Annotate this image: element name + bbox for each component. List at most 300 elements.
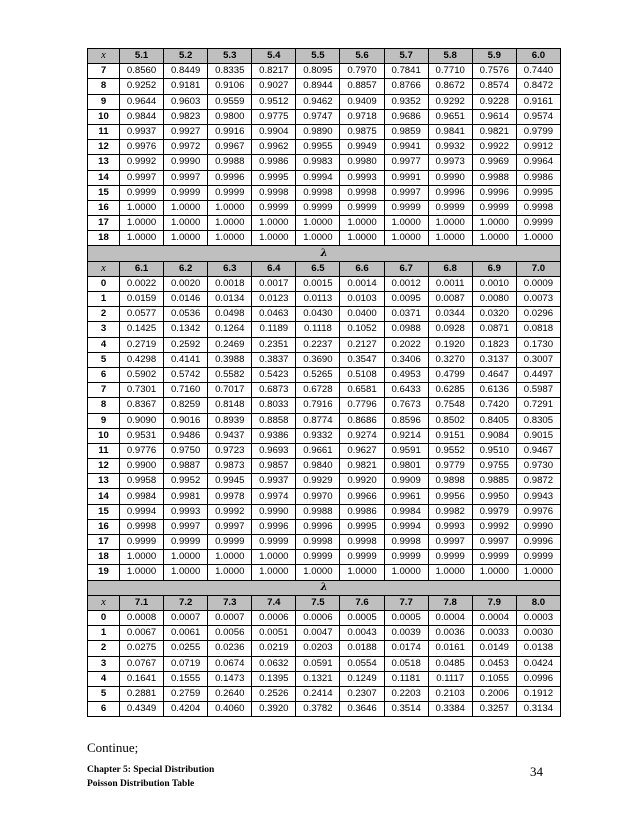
probability-cell: 0.9999 <box>472 550 516 565</box>
probability-cell: 0.5902 <box>120 367 164 382</box>
probability-cell: 0.1264 <box>208 322 252 337</box>
page-number: 34 <box>530 764 543 779</box>
lambda-header-cell: 6.7 <box>384 261 428 276</box>
probability-cell: 0.0017 <box>252 276 296 291</box>
probability-cell: 0.9929 <box>296 474 340 489</box>
x-value-cell: 9 <box>88 413 120 428</box>
probability-cell: 0.9998 <box>252 185 296 200</box>
probability-cell: 0.0006 <box>252 610 296 625</box>
probability-cell: 0.9916 <box>208 124 252 139</box>
probability-cell: 0.0818 <box>516 322 560 337</box>
probability-cell: 0.0051 <box>252 626 296 641</box>
probability-cell: 1.0000 <box>252 216 296 231</box>
probability-cell: 0.8574 <box>472 79 516 94</box>
probability-cell: 0.4799 <box>428 367 472 382</box>
probability-cell: 0.9912 <box>516 140 560 155</box>
probability-cell: 0.8148 <box>208 398 252 413</box>
table-row <box>88 140 561 155</box>
probability-cell: 0.9988 <box>296 504 340 519</box>
probability-cell: 1.0000 <box>120 216 164 231</box>
x-value-cell: 7 <box>88 383 120 398</box>
probability-cell: 0.0043 <box>340 626 384 641</box>
probability-cell: 0.9252 <box>120 79 164 94</box>
x-value-cell: 15 <box>88 504 120 519</box>
probability-cell: 0.0518 <box>384 656 428 671</box>
x-value-cell: 16 <box>88 200 120 215</box>
probability-cell: 0.9980 <box>340 155 384 170</box>
probability-cell: 0.4497 <box>516 367 560 382</box>
probability-cell: 0.9686 <box>384 109 428 124</box>
x-value-cell: 15 <box>88 185 120 200</box>
probability-cell: 0.9994 <box>384 519 428 534</box>
probability-cell: 1.0000 <box>208 216 252 231</box>
probability-cell: 0.2127 <box>340 337 384 352</box>
probability-cell: 0.9996 <box>296 519 340 534</box>
probability-cell: 0.9747 <box>296 109 340 124</box>
x-value-cell: 19 <box>88 565 120 580</box>
probability-cell: 0.4141 <box>164 352 208 367</box>
probability-cell: 0.7420 <box>472 398 516 413</box>
x-value-cell: 5 <box>88 352 120 367</box>
probability-cell: 0.7160 <box>164 383 208 398</box>
probability-cell: 0.0006 <box>296 610 340 625</box>
x-value-cell: 18 <box>88 550 120 565</box>
probability-cell: 0.2237 <box>296 337 340 352</box>
probability-cell: 0.9956 <box>428 489 472 504</box>
probability-cell: 0.1920 <box>428 337 472 352</box>
probability-cell: 0.9984 <box>120 489 164 504</box>
probability-cell: 0.1823 <box>472 337 516 352</box>
x-value-cell: 12 <box>88 459 120 474</box>
probability-cell: 1.0000 <box>208 200 252 215</box>
probability-cell: 0.6285 <box>428 383 472 398</box>
probability-cell: 1.0000 <box>340 216 384 231</box>
probability-cell: 1.0000 <box>164 200 208 215</box>
table-row <box>88 626 561 641</box>
table-row <box>88 428 561 443</box>
lambda-header-cell: 5.4 <box>252 49 296 64</box>
probability-cell: 1.0000 <box>252 565 296 580</box>
probability-cell: 0.0014 <box>340 276 384 291</box>
probability-cell: 1.0000 <box>120 565 164 580</box>
probability-cell: 0.9993 <box>164 504 208 519</box>
probability-cell: 0.9997 <box>208 519 252 534</box>
lambda-header-cell: 7.4 <box>252 595 296 610</box>
probability-cell: 0.9999 <box>120 535 164 550</box>
probability-cell: 0.7017 <box>208 383 252 398</box>
probability-cell: 0.9969 <box>472 155 516 170</box>
probability-cell: 0.0400 <box>340 307 384 322</box>
table-row <box>88 337 561 352</box>
probability-cell: 0.9890 <box>296 124 340 139</box>
table-row <box>88 565 561 580</box>
probability-cell: 0.9776 <box>120 443 164 458</box>
probability-cell: 0.1730 <box>516 337 560 352</box>
lambda-header-cell: 5.5 <box>296 49 340 64</box>
probability-cell: 0.0134 <box>208 292 252 307</box>
probability-cell: 0.8033 <box>252 398 296 413</box>
x-value-cell: 0 <box>88 610 120 625</box>
probability-cell: 1.0000 <box>516 565 560 580</box>
probability-cell: 0.9996 <box>252 519 296 534</box>
probability-cell: 0.9950 <box>472 489 516 504</box>
probability-cell: 0.0371 <box>384 307 428 322</box>
probability-cell: 0.3988 <box>208 352 252 367</box>
probability-cell: 0.9998 <box>120 519 164 534</box>
probability-cell: 0.9943 <box>516 489 560 504</box>
table-body <box>88 49 561 717</box>
lambda-header-cell: 7.6 <box>340 595 384 610</box>
x-value-cell: 2 <box>88 307 120 322</box>
table-row <box>88 200 561 215</box>
probability-cell: 0.9994 <box>120 504 164 519</box>
probability-cell: 0.8217 <box>252 64 296 79</box>
probability-cell: 0.8686 <box>340 413 384 428</box>
probability-cell: 0.9997 <box>164 519 208 534</box>
probability-cell: 0.9292 <box>428 94 472 109</box>
probability-cell: 0.0020 <box>164 276 208 291</box>
probability-cell: 0.3270 <box>428 352 472 367</box>
probability-cell: 0.0536 <box>164 307 208 322</box>
table-row <box>88 185 561 200</box>
probability-cell: 0.3134 <box>516 702 560 717</box>
probability-cell: 0.9998 <box>296 185 340 200</box>
probability-cell: 0.1395 <box>252 671 296 686</box>
probability-cell: 1.0000 <box>428 216 472 231</box>
probability-cell: 0.9997 <box>164 170 208 185</box>
table-row <box>88 671 561 686</box>
probability-cell: 1.0000 <box>208 565 252 580</box>
probability-cell: 0.9978 <box>208 489 252 504</box>
table-row <box>88 443 561 458</box>
probability-cell: 0.9898 <box>428 474 472 489</box>
lambda-header-cell: 7.9 <box>472 595 516 610</box>
probability-cell: 0.9984 <box>384 504 428 519</box>
probability-cell: 0.0047 <box>296 626 340 641</box>
probability-cell: 0.2719 <box>120 337 164 352</box>
probability-cell: 0.2022 <box>384 337 428 352</box>
probability-cell: 1.0000 <box>384 565 428 580</box>
probability-cell: 0.0005 <box>384 610 428 625</box>
table-row <box>88 231 561 246</box>
probability-cell: 0.3406 <box>384 352 428 367</box>
probability-cell: 0.9552 <box>428 443 472 458</box>
probability-cell: 0.3782 <box>296 702 340 717</box>
probability-cell: 0.4349 <box>120 702 164 717</box>
probability-cell: 0.9999 <box>340 200 384 215</box>
probability-cell: 0.0674 <box>208 656 252 671</box>
x-value-cell: 5 <box>88 686 120 701</box>
x-value-cell: 6 <box>88 702 120 717</box>
probability-cell: 0.9015 <box>516 428 560 443</box>
probability-cell: 1.0000 <box>120 200 164 215</box>
probability-cell: 0.0219 <box>252 641 296 656</box>
probability-cell: 0.7710 <box>428 64 472 79</box>
table-row <box>88 413 561 428</box>
probability-cell: 0.2592 <box>164 337 208 352</box>
probability-cell: 0.4060 <box>208 702 252 717</box>
probability-cell: 0.5582 <box>208 367 252 382</box>
probability-cell: 0.4953 <box>384 367 428 382</box>
probability-cell: 0.0004 <box>472 610 516 625</box>
footer-title: Poisson Distribution Table <box>87 779 195 789</box>
lambda-row <box>88 246 561 261</box>
probability-cell: 0.9997 <box>472 535 516 550</box>
probability-cell: 0.0103 <box>340 292 384 307</box>
probability-cell: 0.9214 <box>384 428 428 443</box>
probability-cell: 0.0080 <box>472 292 516 307</box>
lambda-header-cell: 5.8 <box>428 49 472 64</box>
probability-cell: 0.9999 <box>164 185 208 200</box>
table-row <box>88 641 561 656</box>
probability-cell: 1.0000 <box>296 565 340 580</box>
x-value-cell: 7 <box>88 64 120 79</box>
probability-cell: 1.0000 <box>252 231 296 246</box>
probability-cell: 1.0000 <box>340 231 384 246</box>
probability-cell: 0.9651 <box>428 109 472 124</box>
probability-cell: 0.1117 <box>428 671 472 686</box>
probability-cell: 0.2414 <box>296 686 340 701</box>
probability-cell: 0.1555 <box>164 671 208 686</box>
probability-cell: 0.9998 <box>340 185 384 200</box>
lambda-header-cell: 8.0 <box>516 595 560 610</box>
probability-cell: 0.9999 <box>472 200 516 215</box>
header-row <box>88 595 561 610</box>
probability-cell: 0.9990 <box>252 504 296 519</box>
probability-cell: 0.9027 <box>252 79 296 94</box>
probability-cell: 0.7440 <box>516 64 560 79</box>
probability-cell: 0.4204 <box>164 702 208 717</box>
probability-cell: 0.9800 <box>208 109 252 124</box>
probability-cell: 0.0022 <box>120 276 164 291</box>
probability-cell: 0.9750 <box>164 443 208 458</box>
x-column-header: x <box>88 49 120 64</box>
probability-cell: 0.9937 <box>252 474 296 489</box>
probability-cell: 0.9999 <box>252 535 296 550</box>
probability-cell: 0.9801 <box>384 459 428 474</box>
probability-cell: 0.7291 <box>516 398 560 413</box>
table-row <box>88 109 561 124</box>
probability-cell: 0.9386 <box>252 428 296 443</box>
probability-cell: 0.9993 <box>428 519 472 534</box>
probability-cell: 0.3257 <box>472 702 516 717</box>
probability-cell: 0.0095 <box>384 292 428 307</box>
probability-cell: 0.9779 <box>428 459 472 474</box>
probability-cell: 0.2640 <box>208 686 252 701</box>
probability-cell: 0.9973 <box>428 155 472 170</box>
probability-cell: 0.0296 <box>516 307 560 322</box>
x-value-cell: 9 <box>88 94 120 109</box>
probability-cell: 0.9999 <box>208 185 252 200</box>
probability-cell: 0.9512 <box>252 94 296 109</box>
probability-cell: 0.7301 <box>120 383 164 398</box>
probability-cell: 0.3690 <box>296 352 340 367</box>
probability-cell: 1.0000 <box>428 231 472 246</box>
probability-cell: 0.0344 <box>428 307 472 322</box>
probability-cell: 0.0871 <box>472 322 516 337</box>
probability-cell: 0.9999 <box>120 185 164 200</box>
probability-cell: 0.9967 <box>208 140 252 155</box>
probability-cell: 0.9151 <box>428 428 472 443</box>
x-value-cell: 1 <box>88 292 120 307</box>
probability-cell: 0.3920 <box>252 702 296 717</box>
x-value-cell: 12 <box>88 140 120 155</box>
probability-cell: 1.0000 <box>472 565 516 580</box>
probability-cell: 0.9106 <box>208 79 252 94</box>
x-value-cell: 11 <box>88 124 120 139</box>
probability-cell: 0.9974 <box>252 489 296 504</box>
probability-cell: 0.9996 <box>472 185 516 200</box>
probability-cell: 0.0928 <box>428 322 472 337</box>
probability-cell: 0.9909 <box>384 474 428 489</box>
lambda-header-cell: 6.3 <box>208 261 252 276</box>
probability-cell: 1.0000 <box>120 550 164 565</box>
probability-cell: 0.9999 <box>384 550 428 565</box>
lambda-header-cell: 6.1 <box>120 261 164 276</box>
lambda-header-cell: 7.2 <box>164 595 208 610</box>
probability-cell: 0.9982 <box>428 504 472 519</box>
probability-cell: 0.0203 <box>296 641 340 656</box>
lambda-header-cell: 7.7 <box>384 595 428 610</box>
probability-cell: 0.9510 <box>472 443 516 458</box>
probability-cell: 0.5265 <box>296 367 340 382</box>
probability-cell: 0.2526 <box>252 686 296 701</box>
probability-cell: 0.9964 <box>516 155 560 170</box>
probability-cell: 0.9661 <box>296 443 340 458</box>
probability-cell: 0.8472 <box>516 79 560 94</box>
probability-cell: 0.9998 <box>296 535 340 550</box>
probability-cell: 0.9161 <box>516 94 560 109</box>
probability-cell: 1.0000 <box>296 216 340 231</box>
probability-cell: 0.9999 <box>296 550 340 565</box>
probability-cell: 0.9972 <box>164 140 208 155</box>
lambda-header-cell: 6.8 <box>428 261 472 276</box>
probability-cell: 0.0320 <box>472 307 516 322</box>
continue-note: Continue; <box>87 740 139 755</box>
probability-cell: 0.1052 <box>340 322 384 337</box>
probability-cell: 0.6136 <box>472 383 516 398</box>
probability-cell: 0.8405 <box>472 413 516 428</box>
probability-cell: 1.0000 <box>164 216 208 231</box>
probability-cell: 0.0007 <box>164 610 208 625</box>
table-row <box>88 367 561 382</box>
probability-cell: 0.9859 <box>384 124 428 139</box>
probability-cell: 0.9821 <box>472 124 516 139</box>
probability-cell: 0.0161 <box>428 641 472 656</box>
probability-cell: 0.0003 <box>516 610 560 625</box>
probability-cell: 0.8857 <box>340 79 384 94</box>
probability-cell: 0.9821 <box>340 459 384 474</box>
probability-cell: 0.8939 <box>208 413 252 428</box>
probability-cell: 0.0011 <box>428 276 472 291</box>
table-row <box>88 474 561 489</box>
probability-cell: 0.0767 <box>120 656 164 671</box>
x-value-cell: 1 <box>88 626 120 641</box>
table-row <box>88 276 561 291</box>
probability-cell: 0.8766 <box>384 79 428 94</box>
probability-cell: 0.9997 <box>120 170 164 185</box>
probability-cell: 0.9999 <box>340 550 384 565</box>
probability-cell: 0.1912 <box>516 686 560 701</box>
probability-cell: 0.2351 <box>252 337 296 352</box>
probability-cell: 0.8449 <box>164 64 208 79</box>
probability-cell: 0.9016 <box>164 413 208 428</box>
x-value-cell: 10 <box>88 428 120 443</box>
probability-cell: 0.8560 <box>120 64 164 79</box>
probability-cell: 0.5987 <box>516 383 560 398</box>
probability-cell: 0.9961 <box>384 489 428 504</box>
probability-cell: 0.0005 <box>340 610 384 625</box>
probability-cell: 0.0004 <box>428 610 472 625</box>
probability-cell: 1.0000 <box>428 565 472 580</box>
probability-cell: 0.9574 <box>516 109 560 124</box>
probability-cell: 1.0000 <box>384 231 428 246</box>
probability-cell: 0.2006 <box>472 686 516 701</box>
probability-cell: 0.3547 <box>340 352 384 367</box>
probability-cell: 0.3646 <box>340 702 384 717</box>
table-row <box>88 322 561 337</box>
x-value-cell: 4 <box>88 671 120 686</box>
probability-cell: 0.0255 <box>164 641 208 656</box>
probability-cell: 0.9730 <box>516 459 560 474</box>
probability-cell: 0.0113 <box>296 292 340 307</box>
probability-cell: 0.9999 <box>516 216 560 231</box>
probability-cell: 0.9994 <box>296 170 340 185</box>
probability-cell: 0.9937 <box>120 124 164 139</box>
probability-cell: 0.1189 <box>252 322 296 337</box>
probability-cell: 0.2469 <box>208 337 252 352</box>
probability-cell: 0.0591 <box>296 656 340 671</box>
probability-cell: 0.9996 <box>516 535 560 550</box>
probability-cell: 0.2881 <box>120 686 164 701</box>
probability-cell: 0.5423 <box>252 367 296 382</box>
probability-cell: 0.7796 <box>340 398 384 413</box>
probability-cell: 0.9084 <box>472 428 516 443</box>
probability-cell: 0.9998 <box>384 535 428 550</box>
lambda-header-cell: 7.0 <box>516 261 560 276</box>
probability-cell: 0.7970 <box>340 64 384 79</box>
probability-cell: 0.9181 <box>164 79 208 94</box>
probability-cell: 0.0056 <box>208 626 252 641</box>
x-value-cell: 4 <box>88 337 120 352</box>
lambda-symbol: λ <box>88 580 561 595</box>
probability-cell: 0.0275 <box>120 641 164 656</box>
probability-cell: 0.1118 <box>296 322 340 337</box>
probability-cell: 0.0554 <box>340 656 384 671</box>
probability-cell: 0.9981 <box>164 489 208 504</box>
probability-cell: 0.9090 <box>120 413 164 428</box>
probability-cell: 0.9993 <box>340 170 384 185</box>
probability-cell: 0.0036 <box>428 626 472 641</box>
probability-cell: 0.9844 <box>120 109 164 124</box>
probability-cell: 0.2759 <box>164 686 208 701</box>
probability-cell: 0.9627 <box>340 443 384 458</box>
probability-cell: 0.9998 <box>516 200 560 215</box>
lambda-header-cell: 7.5 <box>296 595 340 610</box>
probability-cell: 0.0430 <box>296 307 340 322</box>
table-row <box>88 550 561 565</box>
probability-cell: 1.0000 <box>120 231 164 246</box>
footer-chapter: Chapter 5: Special Distribution <box>87 765 215 775</box>
probability-cell: 0.9988 <box>208 155 252 170</box>
probability-cell: 0.2103 <box>428 686 472 701</box>
x-value-cell: 17 <box>88 216 120 231</box>
lambda-header-cell: 7.8 <box>428 595 472 610</box>
x-value-cell: 13 <box>88 155 120 170</box>
table-row <box>88 398 561 413</box>
probability-cell: 0.8944 <box>296 79 340 94</box>
x-value-cell: 14 <box>88 170 120 185</box>
